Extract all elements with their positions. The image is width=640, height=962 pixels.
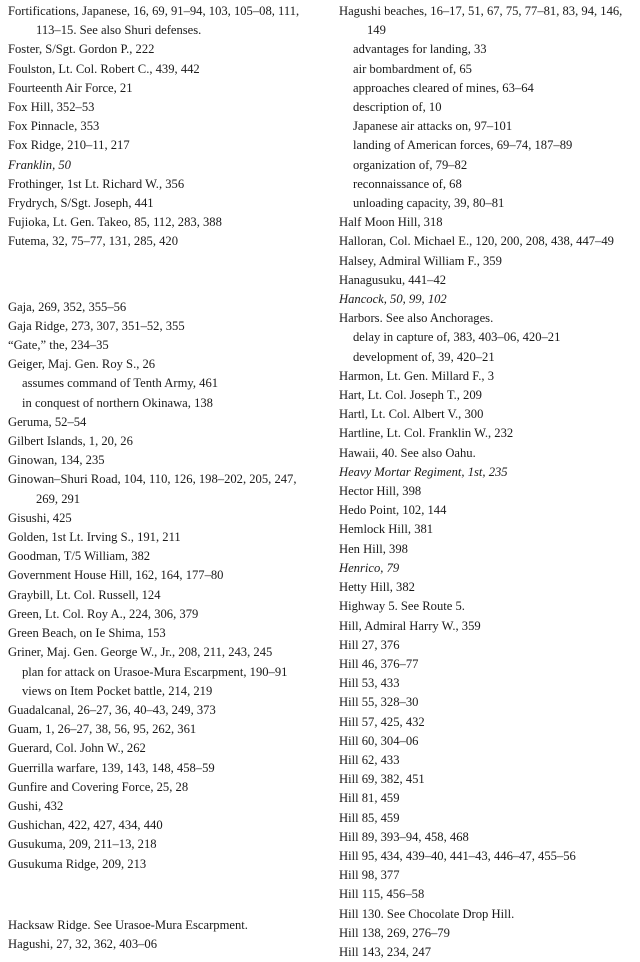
index-subentry: organization of, 79–82: [353, 157, 468, 172]
index-subentry: unloading capacity, 39, 80–81: [353, 196, 505, 211]
index-entry: Hill, Admiral Harry W., 359: [339, 618, 481, 633]
index-entry: Hill 95, 434, 439–40, 441–43, 446–47, 455–56: [339, 848, 576, 863]
index-subentry: assumes command of Tenth Army, 461: [22, 376, 219, 391]
index-column-right: [339, 2, 634, 962]
index-entry: Hartl, Lt. Col. Albert V., 300: [339, 407, 484, 422]
index-entry: Frydrych, S/Sgt. Joseph, 441: [8, 196, 154, 211]
index-entry: Hart, Lt. Col. Joseph T., 209: [339, 388, 482, 403]
index-entry: Hawaii, 40. See also Oahu.: [339, 445, 476, 460]
index-entry: Hector Hill, 398: [339, 484, 422, 499]
index-entry: Geruma, 52–54: [8, 414, 87, 429]
index-entry: Gushi, 432: [8, 798, 64, 813]
index-entry: Guam, 1, 26–27, 38, 56, 95, 262, 361: [8, 722, 197, 737]
index-entry: Gusukuma Ridge, 209, 213: [8, 856, 147, 871]
index-group-h: [8, 916, 308, 954]
index-subentry: approaches cleared of mines, 63–64: [353, 80, 534, 95]
index-entry: Hill 55, 328–30: [339, 695, 419, 710]
index-entry: Gisushi, 425: [8, 510, 72, 525]
index-entry: Hagushi, 27, 32, 362, 403–06: [8, 936, 158, 951]
index-entry: Guadalcanal, 26–27, 36, 40–43, 249, 373: [8, 702, 216, 717]
index-entry: Foulston, Lt. Col. Robert C., 439, 442: [8, 61, 200, 76]
index-entry: Golden, 1st Lt. Irving S., 191, 211: [8, 530, 181, 545]
index-entry: Hancock, 50, 99, 102: [339, 292, 447, 307]
index-entry: Halsey, Admiral William F., 359: [339, 253, 502, 268]
index-entry: Highway 5. See Route 5.: [339, 599, 465, 614]
index-entry: Hill 115, 456–58: [339, 887, 425, 902]
index-entry: Griner, Maj. Gen. George W., Jr., 208, 211, 243, 245: [8, 645, 273, 660]
index-entry: Hill 143, 234, 247: [339, 944, 432, 959]
index-entry: Gushichan, 422, 427, 434, 440: [8, 818, 163, 833]
index-entry: Harmon, Lt. Gen. Millard F., 3: [339, 368, 494, 383]
index-column-left: [8, 2, 308, 954]
index-subentry: air bombardment of, 65: [353, 61, 472, 76]
index-group-f: [8, 2, 308, 252]
index-entry: Foster, S/Sgt. Gordon P., 222: [8, 42, 155, 57]
index-entry: Fujioka, Lt. Gen. Takeo, 85, 112, 283, 388: [8, 215, 222, 230]
index-subentry: advantages for landing, 33: [353, 42, 487, 57]
index-entry: Hill 46, 376–77: [339, 656, 419, 671]
index-entry: Hill 138, 269, 276–79: [339, 925, 450, 940]
index-group-g: [8, 298, 308, 874]
index-entry: Hill 98, 377: [339, 868, 400, 883]
index-entry: Hill 53, 433: [339, 676, 400, 691]
index-entry: Fox Pinnacle, 353: [8, 119, 100, 134]
index-entry: Fortifications, Japanese, 16, 69, 91–94, 103, 105–08, 111, 113–15. See also Shuri defenses.: [8, 4, 300, 38]
index-entry: Gaja Ridge, 273, 307, 351–52, 355: [8, 318, 185, 333]
index-entry: Henrico, 79: [339, 560, 400, 575]
index-entry: Ginowan–Shuri Road, 104, 110, 126, 198–202, 205, 247, 269, 291: [8, 472, 297, 506]
index-subentry: description of, 10: [353, 100, 442, 115]
index-entry: “Gate,” the, 234–35: [8, 338, 109, 353]
index-entry: Graybill, Lt. Col. Russell, 124: [8, 587, 161, 602]
index-entry: Guerard, Col. John W., 262: [8, 741, 146, 756]
index-entry: Ginowan, 134, 235: [8, 453, 105, 468]
index-entry: Half Moon Hill, 318: [339, 215, 443, 230]
index-entry: Gunfire and Covering Force, 25, 28: [8, 779, 189, 794]
index-subentry: in conquest of northern Okinawa, 138: [22, 395, 213, 410]
index-subentry: Japanese air attacks on, 97–101: [353, 119, 513, 134]
index-entry: Hen Hill, 398: [339, 541, 408, 556]
index-entry: Fourteenth Air Force, 21: [8, 80, 133, 95]
index-entry: Hill 89, 393–94, 458, 468: [339, 829, 469, 844]
index-subentry: development of, 39, 420–21: [353, 349, 495, 364]
index-entry: Futema, 32, 75–77, 131, 285, 420: [8, 234, 179, 249]
group-gap: [8, 252, 308, 298]
index-entry: Geiger, Maj. Gen. Roy S., 26: [8, 357, 156, 372]
index-entry: Green, Lt. Col. Roy A., 224, 306, 379: [8, 606, 199, 621]
index-entry: Hill 57, 425, 432: [339, 714, 425, 729]
index-subentry: delay in capture of, 383, 403–06, 420–21: [353, 330, 561, 345]
index-entry: Hill 60, 304–06: [339, 733, 419, 748]
index-entry: Hedo Point, 102, 144: [339, 503, 447, 518]
index-entry: Gilbert Islands, 1, 20, 26: [8, 434, 133, 449]
index-entry: Government House Hill, 162, 164, 177–80: [8, 568, 224, 583]
index-entry: Fox Hill, 352–53: [8, 100, 95, 115]
index-entry: Frothinger, 1st Lt. Richard W., 356: [8, 176, 185, 191]
group-gap: [8, 874, 308, 916]
index-subentry: plan for attack on Urasoe-Mura Escarpment, 190–91: [22, 664, 288, 679]
index-entry: Hill 69, 382, 451: [339, 772, 425, 787]
index-entry: Hacksaw Ridge. See Urasoe-Mura Escarpment.: [8, 917, 248, 932]
index-subentry: reconnaissance of, 68: [353, 176, 462, 191]
index-entry: Hill 85, 459: [339, 810, 400, 825]
index-entry: Hill 130. See Chocolate Drop Hill.: [339, 906, 515, 921]
index-entry: Fox Ridge, 210–11, 217: [8, 138, 130, 153]
index-entry: Guerrilla warfare, 139, 143, 148, 458–59: [8, 760, 215, 775]
index-entry: Gusukuma, 209, 211–13, 218: [8, 837, 157, 852]
index-entry: Hagushi beaches, 16–17, 51, 67, 75, 77–81, 83, 94, 146, 149: [339, 4, 623, 38]
index-entry: Hanagusuku, 441–42: [339, 272, 447, 287]
index-entry: Hill 81, 459: [339, 791, 400, 806]
index-entry: Hartline, Lt. Col. Franklin W., 232: [339, 426, 514, 441]
index-group-right: [339, 2, 634, 962]
index-entry: Franklin, 50: [8, 157, 71, 172]
index-entry: Hetty Hill, 382: [339, 580, 415, 595]
index-entry: Hill 62, 433: [339, 752, 400, 767]
index-entry: Heavy Mortar Regiment, 1st, 235: [339, 464, 508, 479]
index-entry: Gaja, 269, 352, 355–56: [8, 299, 127, 314]
index-entry: Hemlock Hill, 381: [339, 522, 434, 537]
index-entry: Goodman, T/5 William, 382: [8, 549, 151, 564]
index-entry: Green Beach, on Ie Shima, 153: [8, 626, 166, 641]
index-subentry: views on Item Pocket battle, 214, 219: [22, 683, 213, 698]
index-entry: Harbors. See also Anchorages.: [339, 311, 494, 326]
index-entry: Halloran, Col. Michael E., 120, 200, 208, 438, 447–49: [339, 234, 614, 249]
index-subentry: landing of American forces, 69–74, 187–89: [353, 138, 573, 153]
index-entry: Hill 27, 376: [339, 637, 400, 652]
